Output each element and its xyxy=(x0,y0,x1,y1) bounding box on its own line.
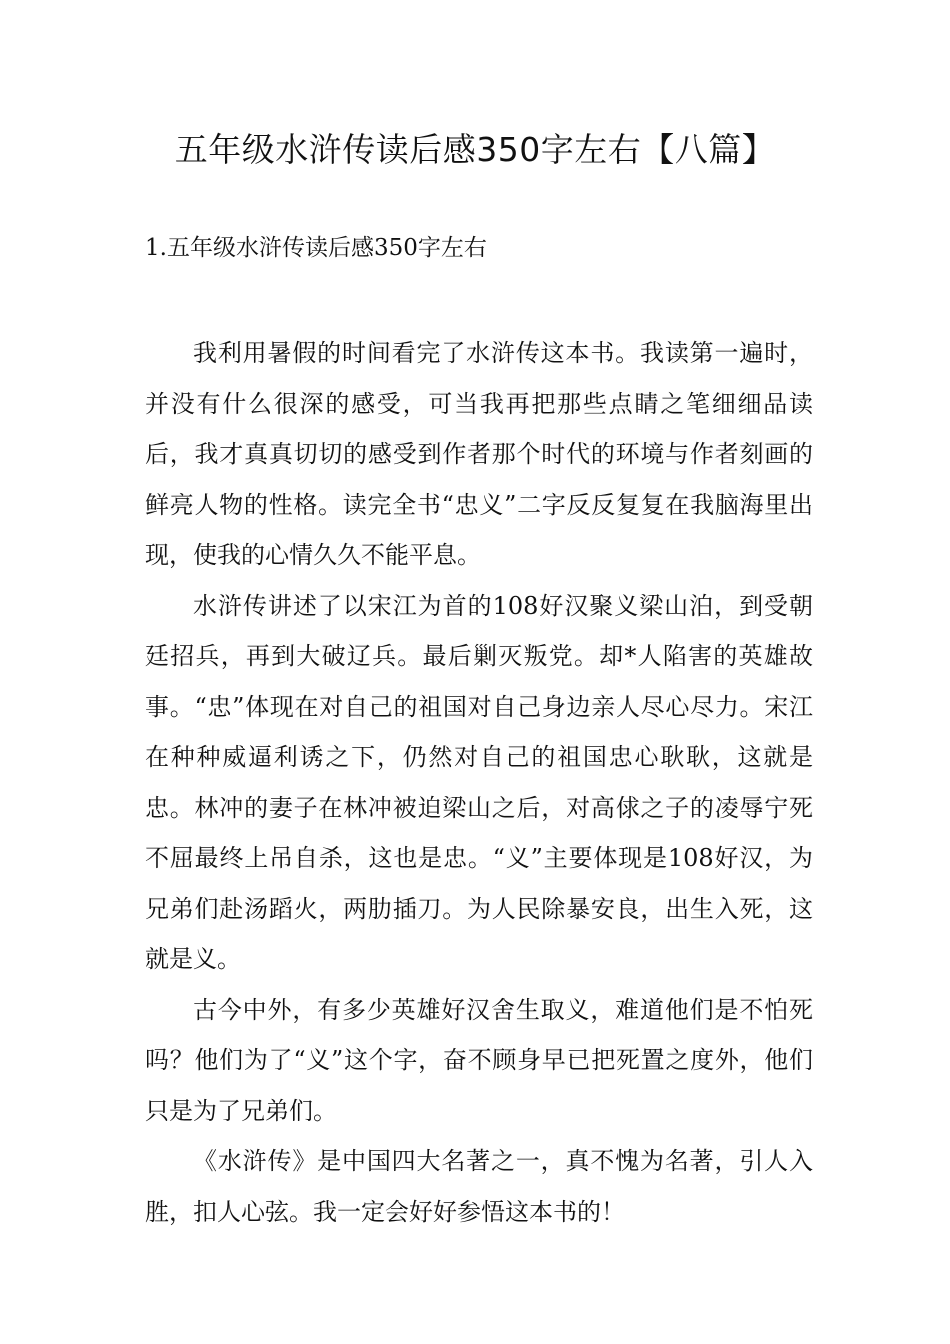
paragraph-4: 《水浒传》是中国四大名著之一，真不愧为名著，引人入胜，扣人心弦。我一定会好好参悟这本书的！ xyxy=(145,1147,813,1226)
document-title: 五年级水浒传读后感350字左右【八篇】 xyxy=(174,130,776,169)
paragraph-1: 我利用暑假的时间看完了水浒传这本书。我读第一遍时，并没有什么很深的感受，可当我再把那些点睛之笔细细品读后，我才真真切切的感受到作者那个时代的环境与作者刻画的鲜亮人物的性格。读完全书“忠义”二字反反复复在我脑海里出现，使我的心情久久不能平息。 xyxy=(145,339,813,569)
paragraph-2: 水浒传讲述了以宋江为首的108好汉聚义梁山泊，到受朝廷招兵，再到大破辽兵。最后剿灭叛党。却*人陷害的英雄故事。“忠”体现在对自己的祖国对自己身边亲人尽心尽力。宋江在种种威逼利诱之下，仍然对自己的祖国忠心耿耿，这就是忠。林冲的妻子在林冲被迫梁山之后，对高俅之子的凌辱宁死不屈最终上吊自杀，这也是忠。“义”主要体现是108好汉，为兄弟们赴汤蹈火，两肋插刀。为人民除暴安良，出生入死，这就是义。 xyxy=(145,591,813,973)
essay-body xyxy=(145,328,813,1237)
section-heading: 1.五年级水浒传读后感350字左右 xyxy=(145,235,487,261)
paragraph-3: 古今中外，有多少英雄好汉舍生取义，难道他们是不怕死吗？他们为了“义”这个字，奋不顾身早已把死置之度外，他们只是为了兄弟们。 xyxy=(145,995,813,1125)
